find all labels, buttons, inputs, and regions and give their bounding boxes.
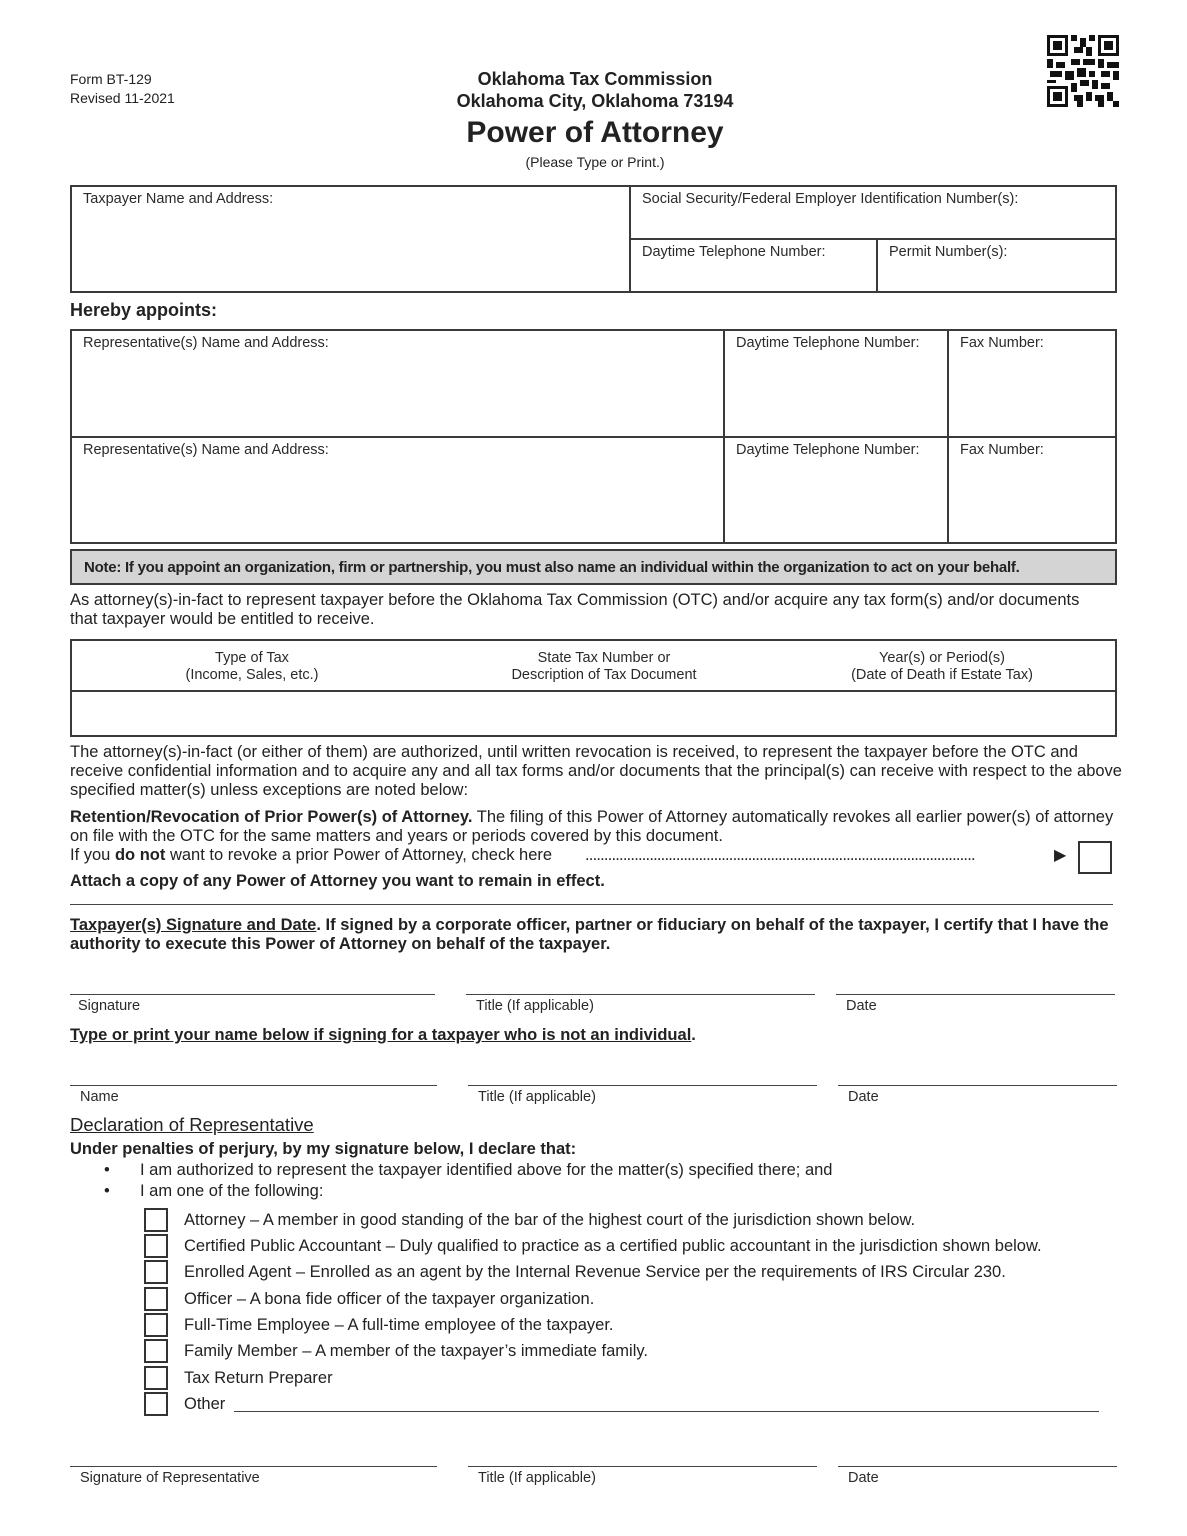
- note-text: Note: If you appoint an organization, firm or partnership, you must also name an individual within the organization to act on your behalf.: [84, 559, 1020, 576]
- name-date-label: Date: [848, 1089, 879, 1105]
- type-print-instruction: [70, 1026, 696, 1045]
- do-not-revoke-checkbox[interactable]: [1078, 841, 1112, 874]
- rep1-fax-label: Fax Number:: [960, 335, 1044, 351]
- ssn-fein-label: Social Security/Federal Employer Identification Number(s):: [642, 191, 1019, 207]
- taxpayer-info-box: [70, 185, 1117, 293]
- revoke-instruction: [70, 846, 552, 865]
- type-print-text: Type or print your name below if signing for a taxpayer who is not an individual: [70, 1026, 692, 1044]
- full-time-employee-checkbox[interactable]: [144, 1313, 168, 1337]
- ssn-fein-field[interactable]: [631, 187, 1117, 240]
- tax-type-header-line1: Type of Tax: [215, 650, 289, 666]
- tax-type-header: [132, 650, 372, 684]
- taxpayer-signature-heading-rest: . If signed by a corporate officer, partner or fiduciary on behalf of the taxpayer, I certify that I have the authority to execute this Power of Attorney on behalf of the taxpayer.: [70, 916, 1109, 953]
- other-specify-line[interactable]: [234, 1411, 1099, 1412]
- attach-copy-text: Attach a copy of any Power of Attorney you want to remain in effect.: [70, 872, 605, 890]
- permit-number-field[interactable]: [878, 240, 1117, 291]
- taxpayer-phone-field[interactable]: [631, 240, 878, 291]
- tax-type-header-line2: (Income, Sales, etc.): [185, 667, 319, 683]
- tax-table-header: [72, 641, 1115, 692]
- taxpayer-signature-heading-underlined: Taxpayer(s) Signature and Date: [70, 916, 317, 934]
- page-title: Power of Attorney: [466, 116, 724, 149]
- qr-code-icon: [1047, 35, 1119, 107]
- type-print-period: .: [691, 1026, 696, 1044]
- bullet-1-marker: •: [104, 1161, 110, 1179]
- authorization-text: The attorney(s)-in-fact (or either of them) are authorized, until written revocation is received, to represent the taxpayer before the OTC and receive confidential information and to acquire any and all tax forms and/or documents that the principal(s) can receive with respect to the above specified matter(s) unless exceptions are noted below:: [70, 743, 1122, 799]
- rep2-fax-field[interactable]: [949, 438, 1117, 542]
- tax-number-header-line1: State Tax Number or: [537, 650, 671, 666]
- family-member-option-label: Family Member – A member of the taxpayer’s immediate family.: [184, 1342, 648, 1360]
- other-checkbox[interactable]: [144, 1392, 168, 1416]
- tax-matters-entry-row[interactable]: [72, 692, 1115, 735]
- section-divider: [70, 904, 1113, 905]
- officer-checkbox[interactable]: [144, 1287, 168, 1311]
- taxpayer-signature-heading: [70, 916, 1120, 954]
- taxpayer-name-address-label: Taxpayer Name and Address:: [83, 191, 274, 207]
- retention-paragraph: [70, 808, 1125, 846]
- family-member-checkbox[interactable]: [144, 1339, 168, 1363]
- note-banner: [70, 549, 1117, 585]
- declaration-heading: Declaration of Representative: [70, 1114, 314, 1135]
- full-time-employee-option-label: Full-Time Employee – A full-time employee of the taxpayer.: [184, 1316, 614, 1334]
- rep2-name-address-label: Representative(s) Name and Address:: [83, 442, 329, 458]
- form-id: [70, 70, 175, 108]
- taxpayer-phone-label: Daytime Telephone Number:: [642, 244, 826, 260]
- rep-date-line[interactable]: [838, 1466, 1117, 1467]
- name-line[interactable]: [70, 1085, 437, 1086]
- bullet-1-text: I am authorized to represent the taxpayer identified above for the matter(s) specified there; and: [140, 1161, 833, 1179]
- rep1-phone-field[interactable]: [725, 331, 949, 438]
- permit-number-label: Permit Number(s):: [889, 244, 1008, 260]
- tax-return-preparer-option-label: Tax Return Preparer: [184, 1369, 333, 1387]
- rep2-fax-label: Fax Number:: [960, 442, 1044, 458]
- retention-heading: Retention/Revocation of Prior Power(s) of Attorney.: [70, 808, 473, 826]
- arrow-right-icon: ▶: [1054, 847, 1067, 864]
- rep1-name-address-field[interactable]: [72, 331, 725, 438]
- rep2-phone-label: Daytime Telephone Number:: [736, 442, 920, 458]
- officer-option-label: Officer – A bona fide officer of the taxpayer organization.: [184, 1290, 595, 1308]
- enrolled-agent-option-label: Enrolled Agent – Enrolled as an agent by the Internal Revenue Service per the requirements of IRS Circular 230.: [184, 1263, 1006, 1281]
- page-subtitle: (Please Type or Print.): [525, 154, 665, 170]
- rep-signature-line[interactable]: [70, 1466, 437, 1467]
- attorney-option-label: Attorney – A member in good standing of the bar of the highest court of the jurisdiction shown below.: [184, 1211, 916, 1229]
- name-title-label: Title (If applicable): [478, 1089, 596, 1105]
- enrolled-agent-checkbox[interactable]: [144, 1260, 168, 1284]
- taxpayer-date-line[interactable]: [836, 994, 1115, 995]
- tax-number-header-line2: Description of Tax Document: [511, 667, 697, 683]
- rep-date-label: Date: [848, 1470, 879, 1486]
- cpa-checkbox[interactable]: [144, 1234, 168, 1258]
- agency-address: Oklahoma City, Oklahoma 73194: [456, 91, 734, 111]
- title-label: Title (If applicable): [476, 998, 594, 1014]
- cpa-option-label: Certified Public Accountant – Duly qualified to practice as a certified public accountant in the jurisdiction shown below.: [184, 1237, 1042, 1255]
- revoke-pre: If you: [70, 846, 115, 864]
- name-date-line[interactable]: [838, 1085, 1117, 1086]
- bullet-2-marker: •: [104, 1182, 110, 1200]
- rep1-fax-field[interactable]: [949, 331, 1117, 438]
- tax-period-header-line2: (Date of Death if Estate Tax): [851, 667, 1033, 683]
- date-label: Date: [846, 998, 877, 1014]
- agency-name: Oklahoma Tax Commission: [477, 69, 713, 89]
- name-title-line[interactable]: [468, 1085, 817, 1086]
- revoke-do-not: do not: [114, 846, 166, 864]
- bullet-2-text: I am one of the following:: [140, 1182, 324, 1200]
- tax-period-header: [822, 650, 1062, 684]
- hereby-appoints-heading: Hereby appoints:: [70, 300, 218, 320]
- attorney-in-fact-text: As attorney(s)-in-fact to represent taxpayer before the Oklahoma Tax Commission (OTC) and/or acquire any tax form(s) and/or documents that taxpayer would be entitled to receive.: [70, 591, 1080, 628]
- rep-signature-label: Signature of Representative: [80, 1470, 260, 1486]
- retention-text: The filing of this Power of Attorney automatically revokes all earlier power(s) of attorney on file with the OTC for the same matters and years or periods covered by this document.: [70, 808, 1114, 845]
- rep-title-line[interactable]: [468, 1466, 817, 1467]
- penalties-statement: Under penalties of perjury, by my signature below, I declare that:: [70, 1140, 577, 1158]
- rep2-phone-field[interactable]: [725, 438, 949, 542]
- representatives-box: [70, 329, 1117, 544]
- tax-period-header-line1: Year(s) or Period(s): [879, 650, 1005, 666]
- agency-block: [390, 68, 800, 112]
- taxpayer-name-address-field[interactable]: [72, 187, 631, 291]
- attorney-checkbox[interactable]: [144, 1208, 168, 1232]
- form-number: Form BT-129: [70, 71, 152, 87]
- rep1-phone-label: Daytime Telephone Number:: [736, 335, 920, 351]
- taxpayer-title-line[interactable]: [466, 994, 815, 995]
- revised-date: Revised 11-2021: [70, 90, 175, 106]
- rep-title-label: Title (If applicable): [478, 1470, 596, 1486]
- signature-label: Signature: [78, 998, 141, 1014]
- name-label: Name: [80, 1089, 119, 1105]
- revoke-post: want to revoke a prior Power of Attorney, check here: [165, 846, 553, 864]
- rep1-name-address-label: Representative(s) Name and Address:: [83, 335, 329, 351]
- revoke-leader-dots: .......................................................................................................: [585, 846, 975, 864]
- tax-matters-table: [70, 639, 1117, 737]
- taxpayer-signature-line[interactable]: [70, 994, 435, 995]
- tax-return-preparer-checkbox[interactable]: [144, 1366, 168, 1390]
- tax-number-header: [474, 650, 734, 684]
- other-option-label: Other: [184, 1395, 226, 1413]
- rep2-name-address-field[interactable]: [72, 438, 725, 542]
